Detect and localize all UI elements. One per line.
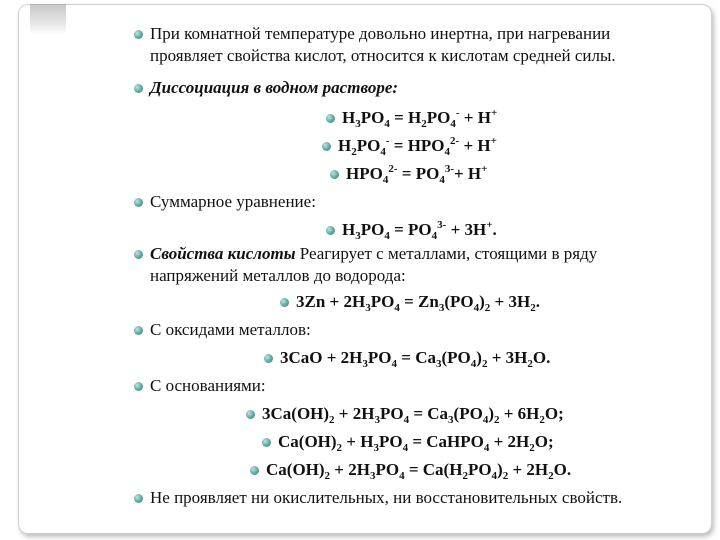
text-line: Суммарное уравнение: bbox=[150, 192, 316, 211]
equation-line: $H_3PO_4 = H_2PO_4^- + H^+$ bbox=[342, 107, 498, 130]
equation-line: $3CaO + 2H_3PO_4 = Ca_3(PO_4)_2 + 3H_2O$. bbox=[280, 348, 551, 370]
bullet-icon bbox=[262, 438, 271, 447]
text-line: С оксидами металлов: bbox=[150, 320, 311, 339]
equation-line: $Ca(OH)_2 + H_3PO_4$ = CaHPO$_4$ + $2H_2O$; bbox=[278, 432, 554, 454]
bullet-icon bbox=[322, 142, 331, 151]
text-line: проявляет свойства кислот, относится к кислотам средней силы. bbox=[150, 46, 616, 65]
text-line: При комнатной температуре довольно инертна, при нагревании bbox=[150, 24, 611, 43]
equation-line: $H_3PO_4 = PO_4^{3-} + 3H^+$. bbox=[342, 219, 497, 242]
bullet-icon bbox=[134, 382, 143, 391]
equation-line: $Ca(OH)_2 + 2H_3PO_4 = Ca(H_2PO_4)_2 + 2H_2O$. bbox=[266, 460, 572, 482]
equation-line: $HPO_4^{2-} = PO_4^{3-}+ H^+$ bbox=[346, 163, 488, 186]
bullet-icon bbox=[134, 250, 143, 259]
bullet-icon bbox=[326, 114, 335, 123]
bullet-icon bbox=[134, 198, 143, 207]
equation-line: $H_2PO_4^- = HPO_4^{2-} + H^+$ bbox=[338, 135, 497, 158]
bullet-icon bbox=[134, 494, 143, 503]
bullet-icon bbox=[264, 354, 273, 363]
bullet-icon bbox=[330, 170, 339, 179]
decorative-corner-shade bbox=[30, 4, 66, 34]
bullet-icon bbox=[246, 410, 255, 419]
text-line: напряжений металлов до водорода: bbox=[150, 266, 406, 285]
bullet-icon bbox=[134, 30, 143, 39]
text-line: Свойства кислоты Реагирует с металлами, стоящими в ряду bbox=[150, 244, 598, 263]
bullet-icon bbox=[134, 326, 143, 335]
bullet-icon bbox=[134, 84, 143, 93]
text-line: С основаниями: bbox=[150, 376, 266, 395]
bullet-icon bbox=[280, 298, 289, 307]
bullet-icon bbox=[326, 226, 335, 235]
bullet-icon bbox=[250, 466, 259, 475]
equation-line: $3Zn + 2H_3PO_4 = Zn_3(PO_4)_2 + 3H_2$. bbox=[296, 292, 540, 314]
equation-line: $3Ca(OH)_2 + 2H_3PO_4 = Ca_3(PO_4)_2 + 6H_2O$; bbox=[262, 404, 564, 426]
text-line: Не проявляет ни окислительных, ни восстановительных свойств. bbox=[150, 488, 623, 507]
section-heading: Диссоциация в водном растворе: bbox=[150, 78, 399, 97]
